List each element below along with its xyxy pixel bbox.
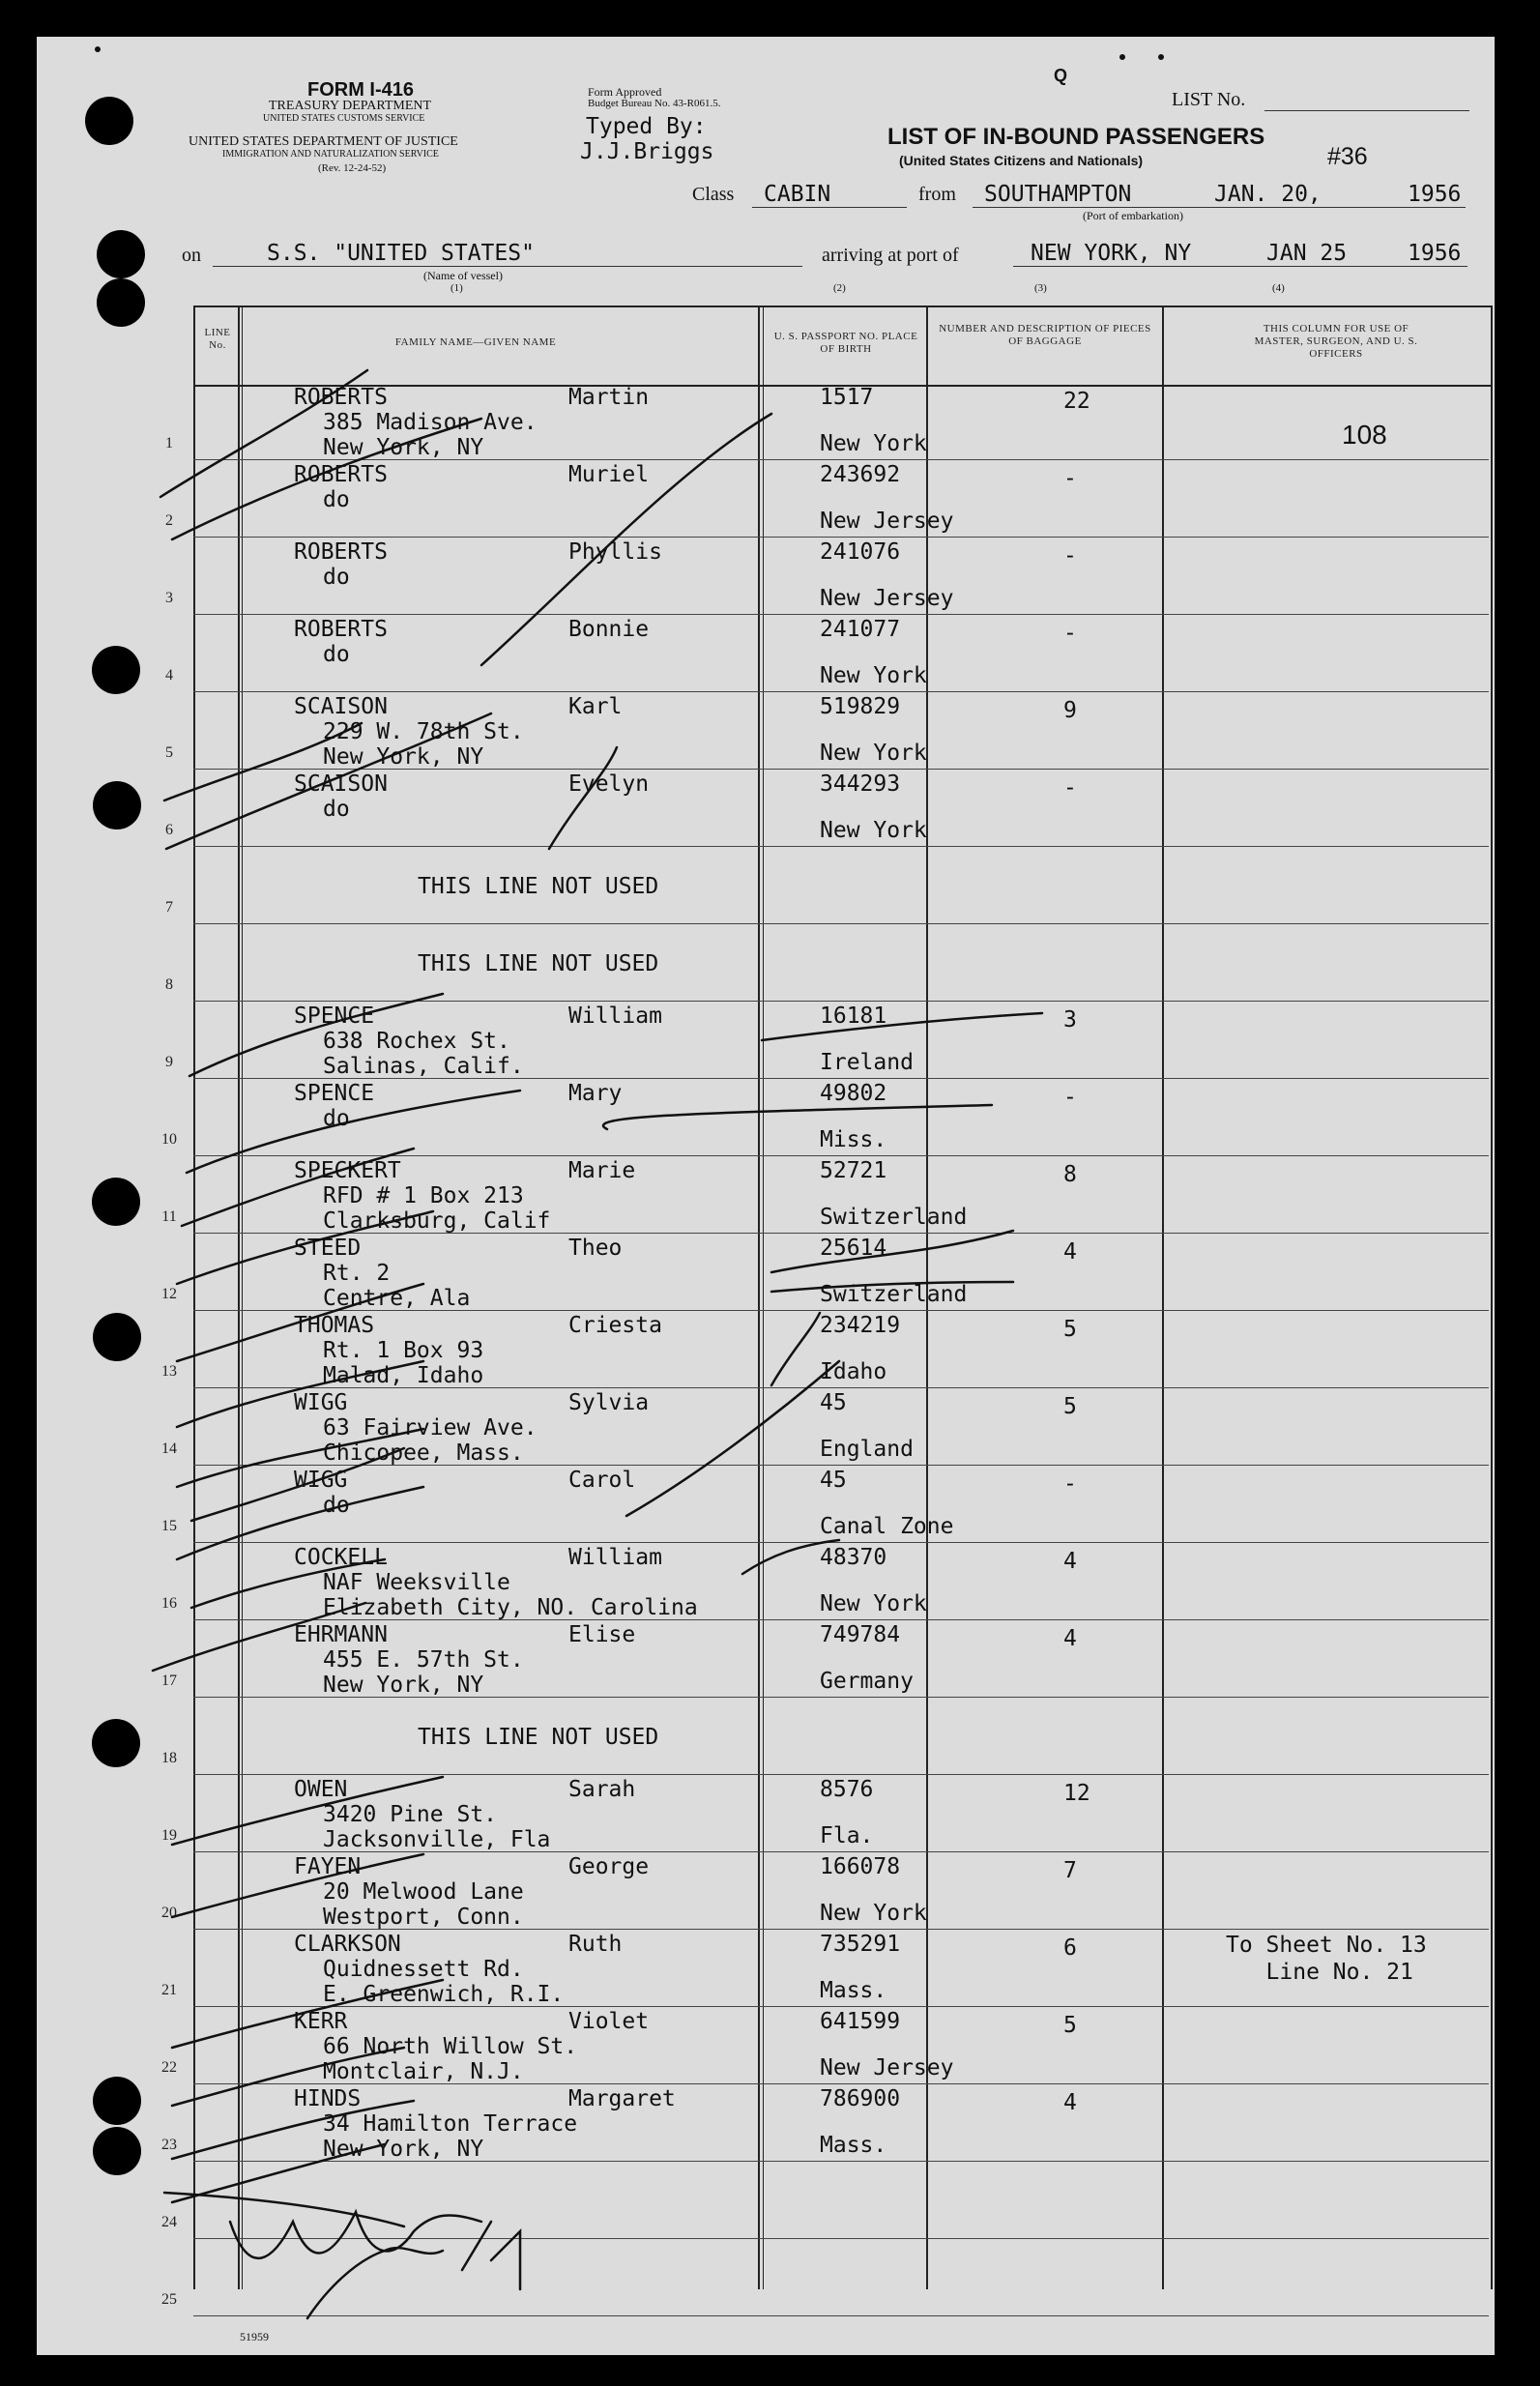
- family-name: ROBERTS: [294, 462, 388, 487]
- passport-number: 234219: [820, 1313, 901, 1338]
- passport-number: 166078: [820, 1854, 901, 1879]
- passport-number: 16181: [820, 1004, 887, 1029]
- baggage-count: -: [1063, 466, 1077, 491]
- class-label: Class: [692, 184, 735, 205]
- line-not-used-note: THIS LINE NOT USED: [418, 951, 659, 976]
- address: 66 North Willow St. Montclair, N.J.: [323, 2034, 578, 2084]
- given-name: Bonnie: [568, 617, 650, 642]
- line-number: 15: [161, 1518, 177, 1534]
- port-embark-label: (Port of embarkation): [1083, 209, 1183, 222]
- passport-number: 45: [820, 1390, 847, 1415]
- given-name: Marie: [568, 1158, 636, 1183]
- from-value: SOUTHAMPTON: [984, 182, 1132, 207]
- line-number: 24: [161, 2214, 177, 2230]
- family-name: SPECKERT: [294, 1158, 401, 1183]
- line-not-used-note: THIS LINE NOT USED: [418, 874, 659, 899]
- baggage-count: -: [1063, 1471, 1077, 1497]
- arrival-date: JAN 25: [1266, 241, 1348, 266]
- given-name: Sarah: [568, 1777, 636, 1802]
- baggage-count: 4: [1063, 2090, 1077, 2115]
- line-number: 8: [165, 976, 173, 993]
- place-of-birth: Switzerland: [820, 1205, 968, 1230]
- family-name: SCAISON: [294, 694, 388, 719]
- family-name: KERR: [294, 2009, 348, 2034]
- place-of-birth: New York: [820, 818, 927, 843]
- col-num-2: (2): [833, 282, 846, 294]
- address: NAF Weeksville Elizabeth City, NO. Carolina: [323, 1570, 698, 1620]
- typed-by-label: Typed By:: [586, 114, 707, 139]
- col-line-no: LINE No.: [204, 327, 231, 351]
- passport-number: 243692: [820, 462, 901, 487]
- given-name: Muriel: [568, 462, 650, 487]
- line-number: 3: [165, 590, 173, 606]
- baggage-count: 6: [1063, 1935, 1077, 1961]
- family-name: STEED: [294, 1236, 362, 1261]
- address: 638 Rochex St. Salinas, Calif.: [323, 1029, 524, 1079]
- place-of-birth: New Jersey: [820, 586, 954, 611]
- passport-number: 48370: [820, 1545, 887, 1570]
- line-number: 1: [165, 435, 173, 451]
- place-of-birth: New Jersey: [820, 2055, 954, 2080]
- line-not-used-note: THIS LINE NOT USED: [418, 1725, 659, 1750]
- given-name: Elise: [568, 1622, 636, 1647]
- address: do: [323, 797, 350, 822]
- on-label: on: [182, 245, 201, 266]
- family-name: CLARKSON: [294, 1932, 401, 1957]
- place-of-birth: Canal Zone: [820, 1514, 954, 1539]
- passport-number: 52721: [820, 1158, 887, 1183]
- address: Rt. 2 Centre, Ala: [323, 1261, 471, 1311]
- form-approved: Form Approved: [588, 85, 662, 99]
- given-name: Theo: [568, 1236, 623, 1261]
- family-name: SCAISON: [294, 771, 388, 797]
- place-of-birth: Switzerland: [820, 1282, 968, 1307]
- place-of-birth: New York: [820, 1591, 927, 1616]
- class-value: CABIN: [764, 182, 831, 207]
- dept2-sub: IMMIGRATION AND NATURALIZATION SERVICE: [222, 149, 439, 160]
- col-officers: THIS COLUMN FOR USE OF MASTER, SURGEON, AND U. S. OFFICERS: [1254, 323, 1418, 360]
- family-name: HINDS: [294, 2086, 362, 2111]
- address: 34 Hamilton Terrace New York, NY: [323, 2111, 578, 2162]
- address: 63 Fairview Ave. Chicopee, Mass.: [323, 1415, 538, 1466]
- given-name: Ruth: [568, 1932, 623, 1957]
- line-number: 2: [165, 512, 173, 529]
- arrival-port: NEW YORK, NY: [1031, 241, 1192, 266]
- family-name: SPENCE: [294, 1004, 375, 1029]
- dept1: TREASURY DEPARTMENT: [269, 99, 432, 113]
- form-number: FORM I-416: [307, 79, 415, 101]
- baggage-count: -: [1063, 543, 1077, 568]
- family-name: THOMAS: [294, 1313, 375, 1338]
- passport-number: 241077: [820, 617, 901, 642]
- list-no-label: LIST No.: [1172, 89, 1246, 110]
- vessel-label: (Name of vessel): [423, 269, 503, 282]
- family-name: OWEN: [294, 1777, 348, 1802]
- place-of-birth: Mass.: [820, 2133, 887, 2158]
- line-number: 10: [161, 1131, 177, 1148]
- family-name: SPENCE: [294, 1081, 375, 1106]
- address: 385 Madison Ave. New York, NY: [323, 410, 538, 460]
- baggage-count: 22: [1063, 389, 1090, 414]
- address: 3420 Pine St. Jacksonville, Fla: [323, 1802, 551, 1852]
- family-name: WIGG: [294, 1468, 348, 1493]
- arrival-year: 1956: [1408, 241, 1462, 266]
- line-number: 25: [161, 2291, 177, 2308]
- address: do: [323, 565, 350, 590]
- line-number: 11: [161, 1208, 177, 1225]
- given-name: Criesta: [568, 1313, 662, 1338]
- rev: (Rev. 12-24-52): [318, 162, 387, 174]
- line-number: 16: [161, 1595, 177, 1612]
- place-of-birth: New Jersey: [820, 509, 954, 534]
- place-of-birth: Fla.: [820, 1823, 874, 1848]
- place-of-birth: Germany: [820, 1669, 914, 1694]
- depart-year: 1956: [1408, 182, 1462, 207]
- line-number: 17: [161, 1673, 177, 1689]
- line-number: 5: [165, 744, 173, 761]
- given-name: Violet: [568, 2009, 650, 2034]
- baggage-count: 3: [1063, 1007, 1077, 1033]
- col-num-4: (4): [1272, 282, 1285, 294]
- sheet-number: #36: [1327, 143, 1368, 170]
- place-of-birth: England: [820, 1437, 914, 1462]
- baggage-count: 5: [1063, 2013, 1077, 2038]
- place-of-birth: Mass.: [820, 1978, 887, 2003]
- dept1-sub: UNITED STATES CUSTOMS SERVICE: [263, 113, 425, 124]
- passport-number: 8576: [820, 1777, 874, 1802]
- family-name: ROBERTS: [294, 617, 388, 642]
- place-of-birth: Idaho: [820, 1359, 887, 1384]
- baggage-count: 7: [1063, 1858, 1077, 1883]
- given-name: Karl: [568, 694, 623, 719]
- pen-check-marks: [37, 37, 1495, 2355]
- line-number: 18: [161, 1750, 177, 1766]
- subtitle: (United States Citizens and Nationals): [899, 153, 1144, 168]
- address: RFD # 1 Box 213 Clarksburg, Calif: [323, 1183, 551, 1234]
- line-number: 7: [165, 899, 173, 916]
- address: Quidnessett Rd. E. Greenwich, R.I.: [323, 1957, 565, 2007]
- col-num-3: (3): [1034, 282, 1047, 294]
- baggage-count: 8: [1063, 1162, 1077, 1187]
- address: 455 E. 57th St. New York, NY: [323, 1647, 524, 1698]
- passport-number: 344293: [820, 771, 901, 797]
- line-number: 4: [165, 667, 173, 684]
- family-name: FAYEN: [294, 1854, 362, 1879]
- baggage-count: 4: [1063, 1239, 1077, 1265]
- family-name: ROBERTS: [294, 385, 388, 410]
- given-name: Phyllis: [568, 539, 662, 565]
- passport-number: 45: [820, 1468, 847, 1493]
- address: Rt. 1 Box 93 Malad, Idaho: [323, 1338, 484, 1388]
- address: do: [323, 642, 350, 667]
- baggage-count: 12: [1063, 1781, 1090, 1806]
- passport-number: 641599: [820, 2009, 901, 2034]
- address: do: [323, 1106, 350, 1131]
- line-number: 9: [165, 1054, 173, 1070]
- manifest-page: [37, 37, 1495, 2355]
- given-name: Margaret: [568, 2086, 676, 2111]
- place-of-birth: Ireland: [820, 1050, 914, 1075]
- given-name: George: [568, 1854, 650, 1879]
- baggage-count: 5: [1063, 1394, 1077, 1419]
- passport-number: 241076: [820, 539, 901, 565]
- title: LIST OF IN-BOUND PASSENGERS: [887, 124, 1265, 150]
- passport-number: 519829: [820, 694, 901, 719]
- vessel: S.S. "UNITED STATES": [267, 241, 535, 266]
- address: do: [323, 487, 350, 512]
- line-number: 20: [161, 1905, 177, 1921]
- given-name: Mary: [568, 1081, 623, 1106]
- col-baggage: NUMBER AND DESCRIPTION OF PIECES OF BAGGAGE: [939, 323, 1151, 347]
- place-of-birth: New York: [820, 431, 927, 456]
- address: 20 Melwood Lane Westport, Conn.: [323, 1879, 524, 1930]
- family-name: EHRMANN: [294, 1622, 388, 1647]
- given-name: Sylvia: [568, 1390, 650, 1415]
- officer-remark: To Sheet No. 13 Line No. 21: [1226, 1933, 1427, 1985]
- passport-number: 786900: [820, 2086, 901, 2111]
- given-name: Carol: [568, 1468, 636, 1493]
- family-name: ROBERTS: [294, 539, 388, 565]
- typed-by: J.J.Briggs: [580, 139, 714, 164]
- footer-code: 51959: [240, 2330, 269, 2343]
- line-number: 13: [161, 1363, 177, 1380]
- place-of-birth: New York: [820, 741, 927, 766]
- baggage-count: 4: [1063, 1626, 1077, 1651]
- passport-number: 49802: [820, 1081, 887, 1106]
- officer-remark: 108: [1342, 420, 1387, 450]
- baggage-count: 9: [1063, 698, 1077, 723]
- line-number: 22: [161, 2059, 177, 2076]
- passport-number: 749784: [820, 1622, 901, 1647]
- family-name: WIGG: [294, 1390, 348, 1415]
- line-number: 12: [161, 1286, 177, 1302]
- baggage-count: -: [1063, 621, 1077, 646]
- address: do: [323, 1493, 350, 1518]
- line-number: 14: [161, 1440, 177, 1457]
- address: 229 W. 78th St. New York, NY: [323, 719, 524, 770]
- depart-date: JAN. 20,: [1214, 182, 1322, 207]
- passport-number: 735291: [820, 1932, 901, 1957]
- place-of-birth: New York: [820, 663, 927, 688]
- baggage-count: -: [1063, 1085, 1077, 1110]
- line-number: 23: [161, 2137, 177, 2153]
- col-num-1: (1): [450, 282, 463, 294]
- col-name: FAMILY NAME—GIVEN NAME: [394, 336, 557, 348]
- from-label: from: [918, 184, 956, 205]
- line-number: 19: [161, 1827, 177, 1844]
- family-name: COCKELL: [294, 1545, 388, 1570]
- line-number: 6: [165, 822, 173, 838]
- given-name: William: [568, 1004, 662, 1029]
- given-name: Martin: [568, 385, 650, 410]
- given-name: Evelyn: [568, 771, 650, 797]
- given-name: William: [568, 1545, 662, 1570]
- arriving-label: arriving at port of: [822, 245, 959, 266]
- baggage-count: 5: [1063, 1317, 1077, 1342]
- baggage-count: 4: [1063, 1549, 1077, 1574]
- line-number: 21: [161, 1982, 177, 1998]
- place-of-birth: Miss.: [820, 1127, 887, 1152]
- passport-number: 1517: [820, 385, 874, 410]
- baggage-count: -: [1063, 775, 1077, 800]
- dept2: UNITED STATES DEPARTMENT OF JUSTICE: [189, 134, 458, 149]
- place-of-birth: New York: [820, 1901, 927, 1926]
- passport-number: 25614: [820, 1236, 887, 1261]
- budget-bureau: Budget Bureau No. 43-R061.5.: [588, 98, 721, 109]
- col-passport: U. S. PASSPORT NO. PLACE OF BIRTH: [773, 331, 918, 355]
- q-mark: Q: [1054, 66, 1068, 85]
